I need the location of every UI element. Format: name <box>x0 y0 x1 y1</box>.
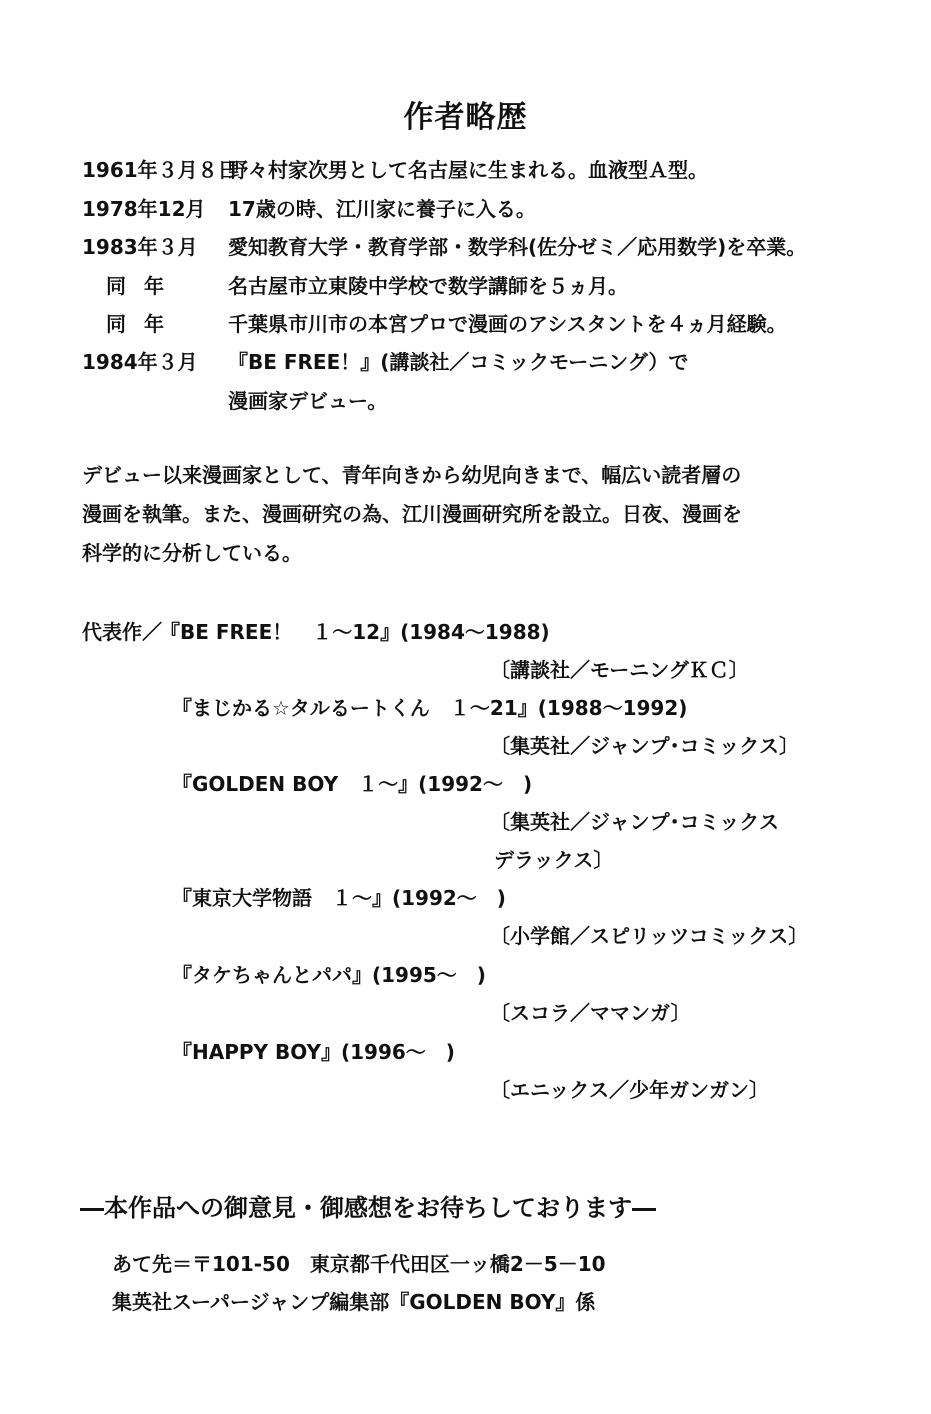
timeline-row <box>82 346 927 384</box>
work-publisher: 〔小学館／スピリッツコミックス〕 <box>490 924 809 948</box>
work-title: 『まじかる☆タルるートくん １～21』(1988～1992) <box>172 696 688 720</box>
work-publisher: 〔集英社／ジャンプ･コミックス〕 <box>490 734 799 758</box>
timeline-row <box>82 231 927 269</box>
bio-paragraph <box>82 456 912 573</box>
timeline-event: 愛知教育大学・教育学部・数学科(佐分ゼミ／応用数学)を卒業。 <box>228 235 807 259</box>
page-title: 作者略歴 <box>403 100 528 135</box>
work-publisher: 〔エニックス／少年ガンガン〕 <box>490 1078 769 1102</box>
work-publisher: 〔スコラ／ママンガ〕 <box>490 1001 691 1025</box>
timeline-row <box>82 308 927 346</box>
work-publisher: 〔集英社／ジャンプ･コミックス <box>490 810 779 834</box>
works-label: 代表作／ <box>82 620 162 644</box>
timeline-event: 漫画家デビュー。 <box>228 389 388 413</box>
timeline-event: 千葉県市川市の本宮プロで漫画のアシスタントを４ヵ月経験。 <box>228 312 787 336</box>
work-title: 『GOLDEN BOY １～』(1992～ ) <box>172 772 533 796</box>
address-line: あて先＝〒101-50 東京都千代田区一ッ橋2－5－10 <box>112 1252 606 1276</box>
timeline-row <box>82 385 927 423</box>
timeline-event: 17歳の時、江川家に養子に入る。 <box>228 197 536 221</box>
address-line: 集英社スーパージャンプ編集部『GOLDEN BOY』係 <box>112 1290 596 1314</box>
bio-line: 科学的に分析している。 <box>82 541 302 565</box>
feedback-request: ―本作品への御意見・御感想をお待ちしております― <box>80 1194 656 1222</box>
work-publisher: 〔講談社／モーニングＫＣ〕 <box>490 658 749 682</box>
work-title: 『タケちゃんとパパ』(1995～ ) <box>172 963 486 987</box>
timeline-date: 同年 <box>106 312 182 336</box>
timeline-date: 1984年３月 <box>82 350 198 374</box>
bio-line: デビュー以来漫画家として、青年向きから幼児向きまで、幅広い読者層の <box>82 463 742 487</box>
work-title: 『BE FREE！ １～12』(1984～1988) <box>160 620 550 644</box>
bio-line: 漫画を執筆。また、漫画研究の為、江川漫画研究所を設立。日夜、漫画を <box>82 502 742 526</box>
timeline-row <box>82 270 927 308</box>
work-title: 『HAPPY BOY』(1996～ ) <box>172 1040 455 1064</box>
timeline-date: 1978年12月 <box>82 197 206 221</box>
timeline-date: 1961年３月８日 <box>82 158 238 182</box>
timeline-date: 1983年３月 <box>82 235 198 259</box>
timeline-event: 名古屋市立東陵中学校で数学講師を５ヵ月。 <box>228 274 628 298</box>
timeline-row <box>82 154 927 192</box>
timeline-event: 野々村家次男として名古屋に生まれる。血液型Ａ型。 <box>228 158 708 182</box>
timeline-date: 同年 <box>106 274 182 298</box>
timeline-event: 『BE FREE！』(講談社／コミックモーニング）で <box>228 350 689 374</box>
timeline-row <box>82 193 927 231</box>
work-publisher: デラックス〕 <box>494 848 614 872</box>
work-title: 『東京大学物語 １～』(1992～ ) <box>172 886 506 910</box>
